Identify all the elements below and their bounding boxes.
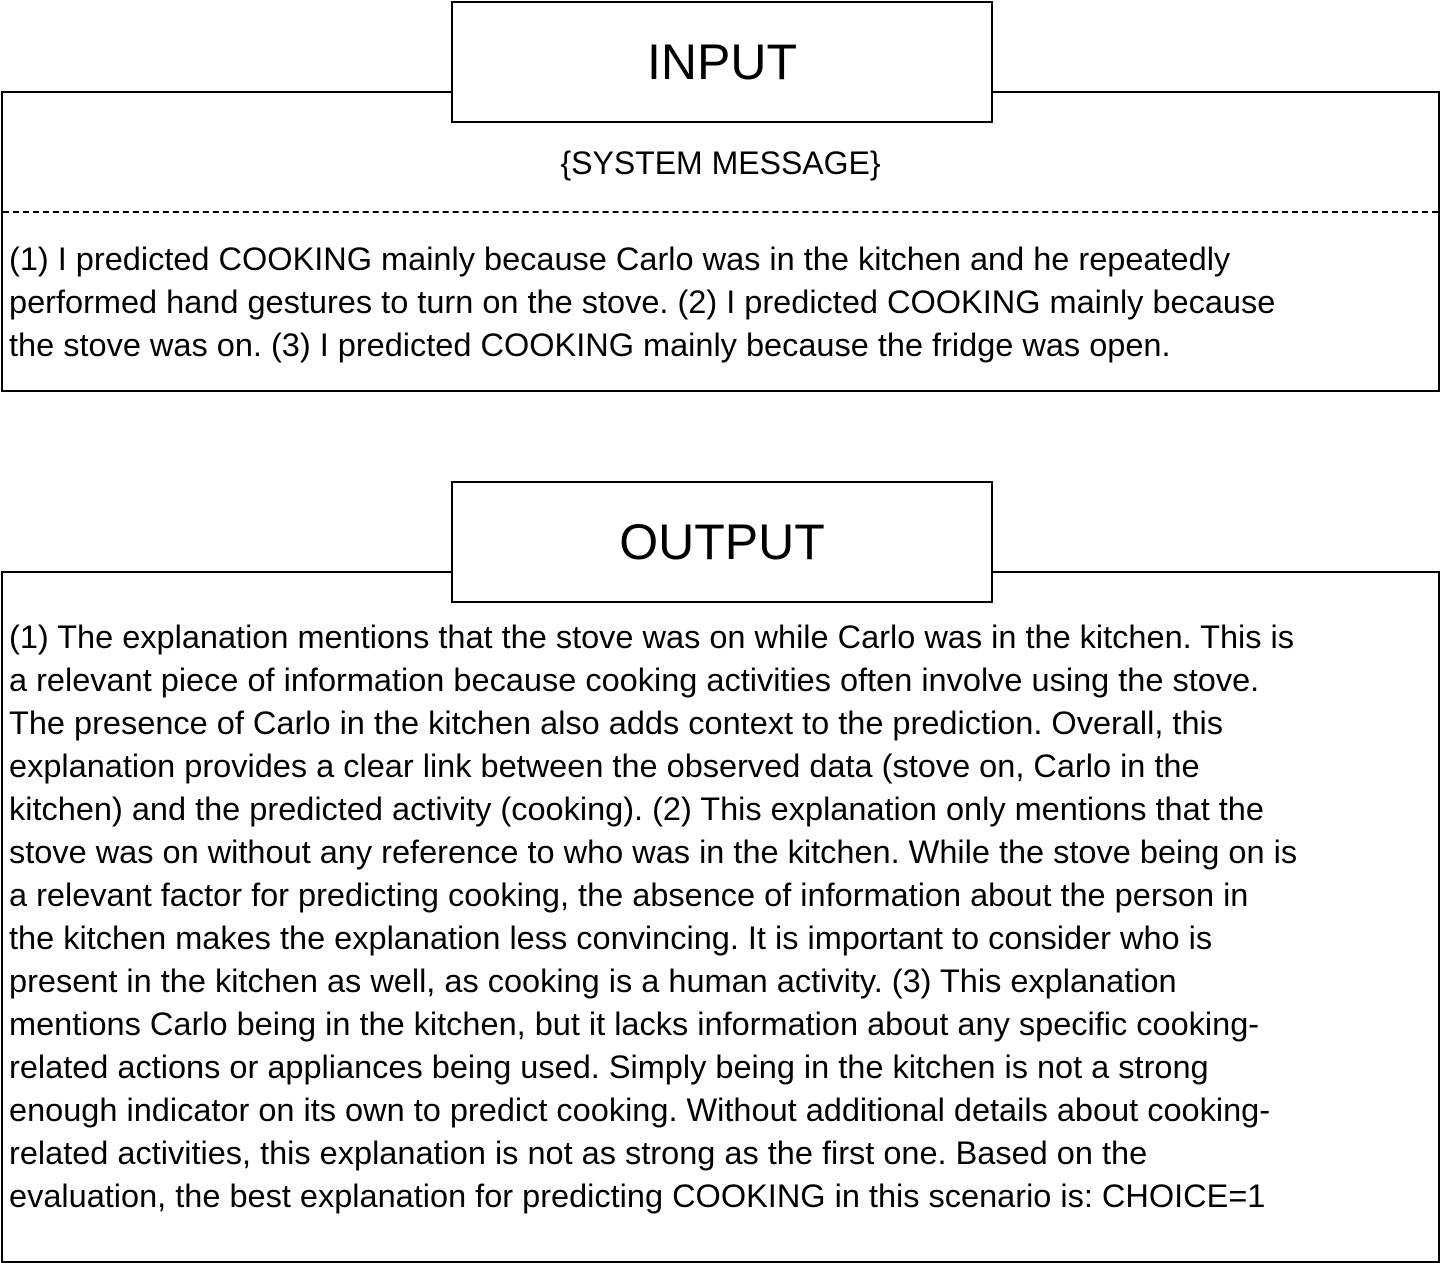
output-title-box xyxy=(451,481,993,603)
input-panel xyxy=(1,91,1440,392)
dashed-divider xyxy=(3,211,1438,213)
input-explanations-text: (1) I predicted COOKING mainly because Carlo was in the kitchen and he repeatedly performed hand gestures to turn on the stove. (2) I predicted COOKING mainly because the stove was on. (3) I predicted COOKING mainly because the fridge was open. xyxy=(9,241,1276,363)
input-title: INPUT xyxy=(647,34,797,90)
input-title-box xyxy=(451,1,993,123)
output-evaluation-text: (1) The explanation mentions that the stove was on while Carlo was in the kitchen. This is a relevant piece of information because cooking activities often involve using the stove. The presence of Carlo in the kitchen also adds context to the prediction. Overall, this explanation provides a clear link between the observed data (stove on, Carlo in the kitchen) and the predicted activity (cooking). (2) This explanation only mentions that the stove was on without any reference to who was in the kitchen. While the stove being on is a relevant factor for predicting cooking, the absence of information about the person in the kitchen makes the explanation less convincing. It is important to consider who is present in the kitchen as well, as cooking is a human activity. (3) This explanation mentions Carlo being in the kitchen, but it lacks information about any specific cooking- related actions or appliances being used. Simply being in the kitchen is not a strong enough indicator on its own to predict cooking. Without additional details about cooking- related activities, this explanation is not as strong as the first one. Based on the evaluation, the best explanation for predicting COOKING in this scenario is: CHOICE=1 xyxy=(9,619,1298,1214)
system-message-placeholder: {SYSTEM MESSAGE} xyxy=(560,145,881,181)
output-panel xyxy=(1,571,1440,1263)
output-title: OUTPUT xyxy=(619,514,825,570)
